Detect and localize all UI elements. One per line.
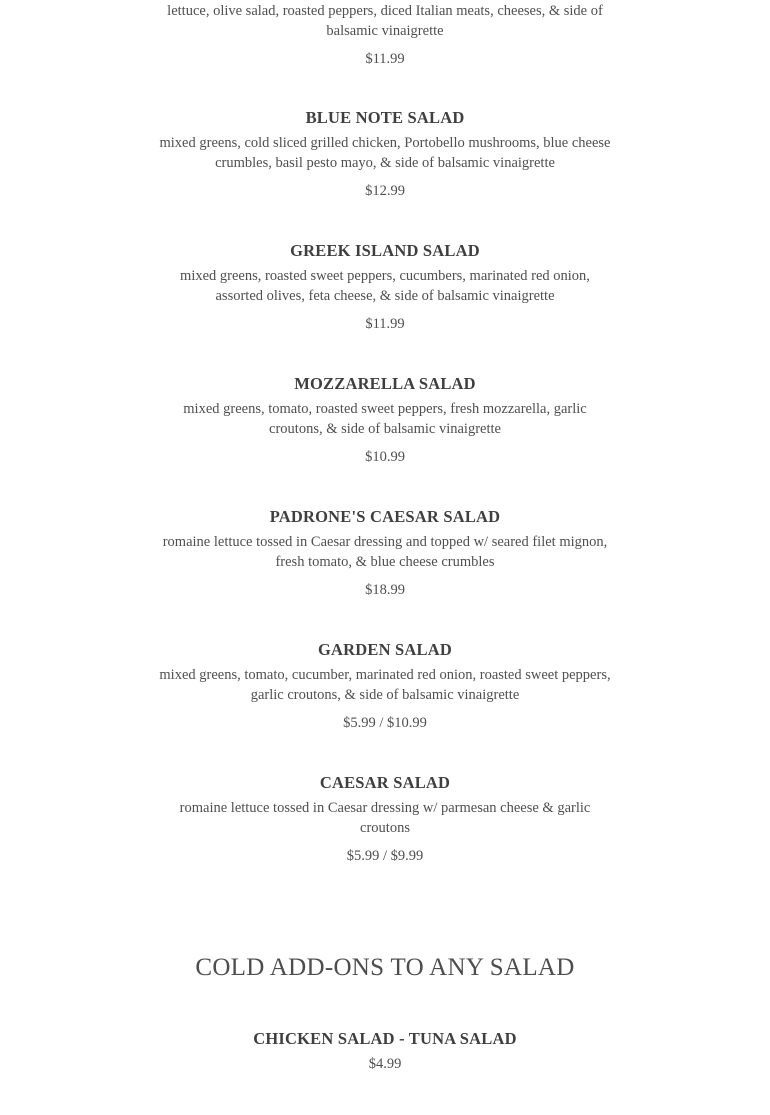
menu-item-padrones-caesar-salad — [150, 507, 620, 600]
menu-item-description: romaine lettuce tossed in Caesar dressing and topped w/ seared filet mignon, fresh tomato, & blue cheese crumbles — [162, 534, 608, 570]
menu-item-price: $4.99 — [368, 1056, 402, 1072]
menu-item-chicken-tuna-salad — [150, 1029, 620, 1074]
menu-item-price: $12.99 — [365, 183, 405, 199]
menu-item-blue-note-salad — [150, 108, 620, 201]
menu-item-description: mixed greens, tomato, roasted sweet peppers, fresh mozzarella, garlic croutons, & side of balsamic vinaigrette — [183, 401, 587, 437]
menu-item-greek-island-salad — [150, 241, 620, 334]
menu-item-partial — [150, 1, 620, 69]
menu-item-description: mixed greens, cold sliced grilled chicken, Portobello mushrooms, blue cheese crumbles, basil pesto mayo, & side of balsamic vinaigrette — [159, 135, 611, 171]
menu-item-name: BLUE NOTE SALAD — [305, 108, 465, 127]
menu-item-price: $18.99 — [365, 582, 405, 598]
menu-item-name: CHICKEN SALAD - TUNA SALAD — [253, 1029, 517, 1048]
menu-item-name: GREEK ISLAND SALAD — [290, 241, 480, 260]
menu-item-description: lettuce, olive salad, roasted peppers, diced Italian meats, cheeses, & side of balsamic vinaigrette — [167, 3, 603, 39]
menu-item-name: CAESAR SALAD — [319, 773, 451, 792]
menu-item-garden-salad — [150, 640, 620, 733]
menu-item-price: $5.99 / $9.99 — [346, 848, 424, 864]
menu-item-mozzarella-salad — [150, 374, 620, 467]
menu-item-description: mixed greens, roasted sweet peppers, cucumbers, marinated red onion, assorted olives, feta cheese, & side of balsamic vinaigrette — [180, 268, 590, 304]
section-title-cold-addons: COLD ADD-ONS TO ANY SALAD — [195, 954, 575, 981]
menu-item-price: $10.99 — [365, 449, 405, 465]
menu-item-description: mixed greens, tomato, cucumber, marinated red onion, roasted sweet peppers, garlic croutons, & side of balsamic vinaigrette — [159, 667, 611, 703]
menu-item-name: GARDEN SALAD — [318, 640, 452, 659]
menu-item-price: $5.99 / $10.99 — [343, 715, 427, 731]
menu-item-caesar-salad — [150, 773, 620, 866]
menu-item-price: $11.99 — [365, 316, 405, 332]
menu-item-description: romaine lettuce tossed in Caesar dressing w/ parmesan cheese & garlic croutons — [179, 800, 591, 836]
menu-item-name: PADRONE'S CAESAR SALAD — [269, 507, 501, 526]
menu-item-price: $11.99 — [365, 51, 405, 67]
menu-item-name: MOZZARELLA SALAD — [294, 374, 476, 393]
